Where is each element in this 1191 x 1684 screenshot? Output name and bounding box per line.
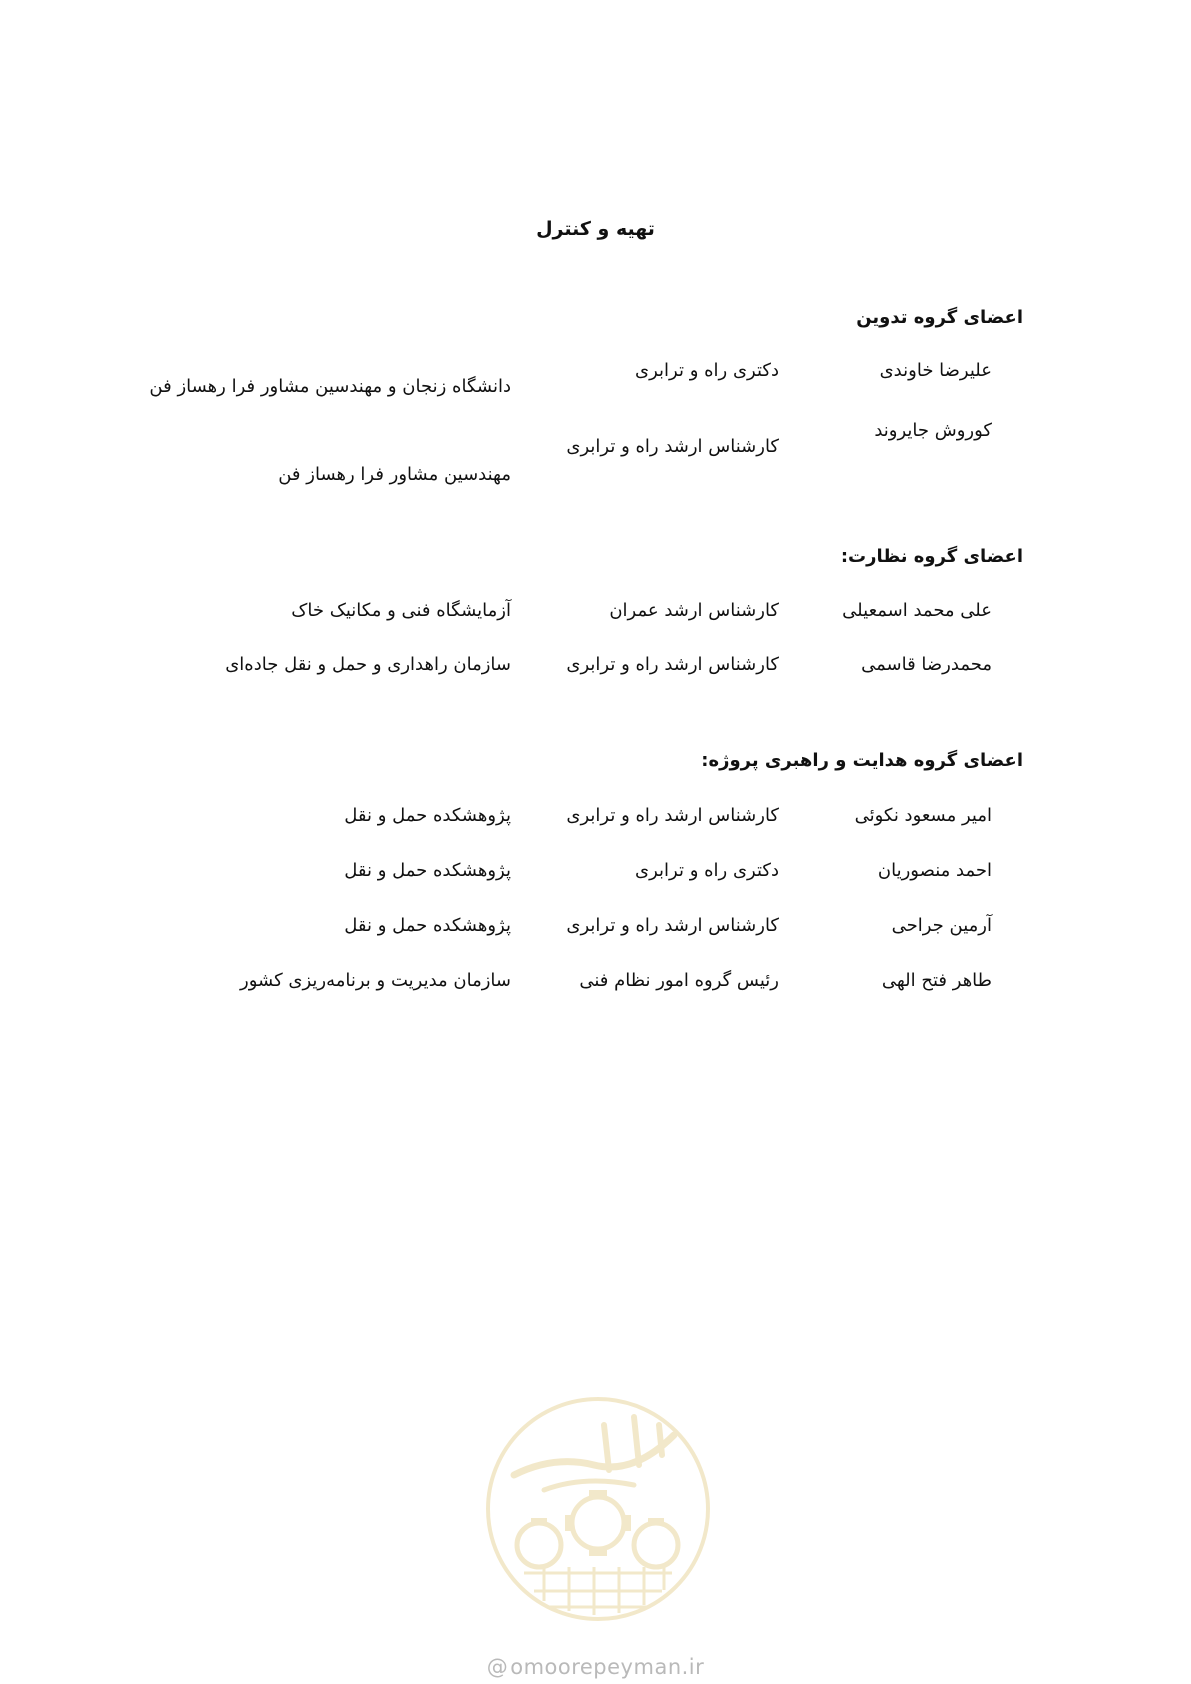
member-name: امیر مسعود نکوئی bbox=[854, 805, 992, 826]
member-name: محمدرضا قاسمی bbox=[861, 654, 992, 675]
at-icon: @ bbox=[486, 1655, 509, 1679]
member-degree: کارشناس ارشد راه و ترابری bbox=[566, 436, 779, 457]
member-name: کوروش جایروند bbox=[874, 420, 992, 441]
page-title: تهیه و کنترل bbox=[536, 218, 655, 240]
member-degree: کارشناس ارشد راه و ترابری bbox=[566, 915, 779, 936]
member-degree: دکتری راه و ترابری bbox=[635, 360, 779, 381]
member-organization: پژوهشکده حمل و نقل bbox=[344, 915, 511, 936]
member-name: علی محمد اسمعیلی bbox=[842, 600, 992, 621]
member-organization: آزمایشگاه فنی و مکانیک خاک bbox=[291, 600, 511, 621]
member-organization: مهندسین مشاور فرا رهساز فن bbox=[278, 464, 511, 485]
member-organization: دانشگاه زنجان و مهندسین مشاور فرا رهساز فن bbox=[149, 376, 511, 397]
member-degree: دکتری راه و ترابری bbox=[635, 860, 779, 881]
watermark-url-text: omoorepeyman.ir bbox=[510, 1655, 705, 1679]
member-organization: سازمان مدیریت و برنامه‌ریزی کشور bbox=[240, 970, 511, 991]
member-organization: پژوهشکده حمل و نقل bbox=[344, 860, 511, 881]
member-name: طاهر فتح الهی bbox=[881, 970, 992, 991]
member-degree: کارشناس ارشد راه و ترابری bbox=[566, 805, 779, 826]
watermark-logo bbox=[484, 1395, 712, 1623]
member-degree: کارشناس ارشد عمران bbox=[609, 600, 779, 621]
member-organization: پژوهشکده حمل و نقل bbox=[344, 805, 511, 826]
member-organization: سازمان راهداری و حمل و نقل جاده‌ای bbox=[225, 654, 511, 675]
watermark-url bbox=[0, 1655, 1191, 1679]
member-name: علیرضا خاوندی bbox=[879, 360, 992, 381]
section-heading-drafting: اعضای گروه تدوین bbox=[856, 307, 1023, 328]
member-name: احمد منصوریان bbox=[877, 860, 992, 881]
member-name: آرمین جراحی bbox=[891, 915, 992, 936]
section-heading-guidance: اعضای گروه هدایت و راهبری پروژه: bbox=[701, 750, 1023, 771]
member-degree: کارشناس ارشد راه و ترابری bbox=[566, 654, 779, 675]
member-degree: رئیس گروه امور نظام فنی bbox=[579, 970, 779, 991]
section-heading-supervision: اعضای گروه نظارت: bbox=[840, 546, 1023, 567]
